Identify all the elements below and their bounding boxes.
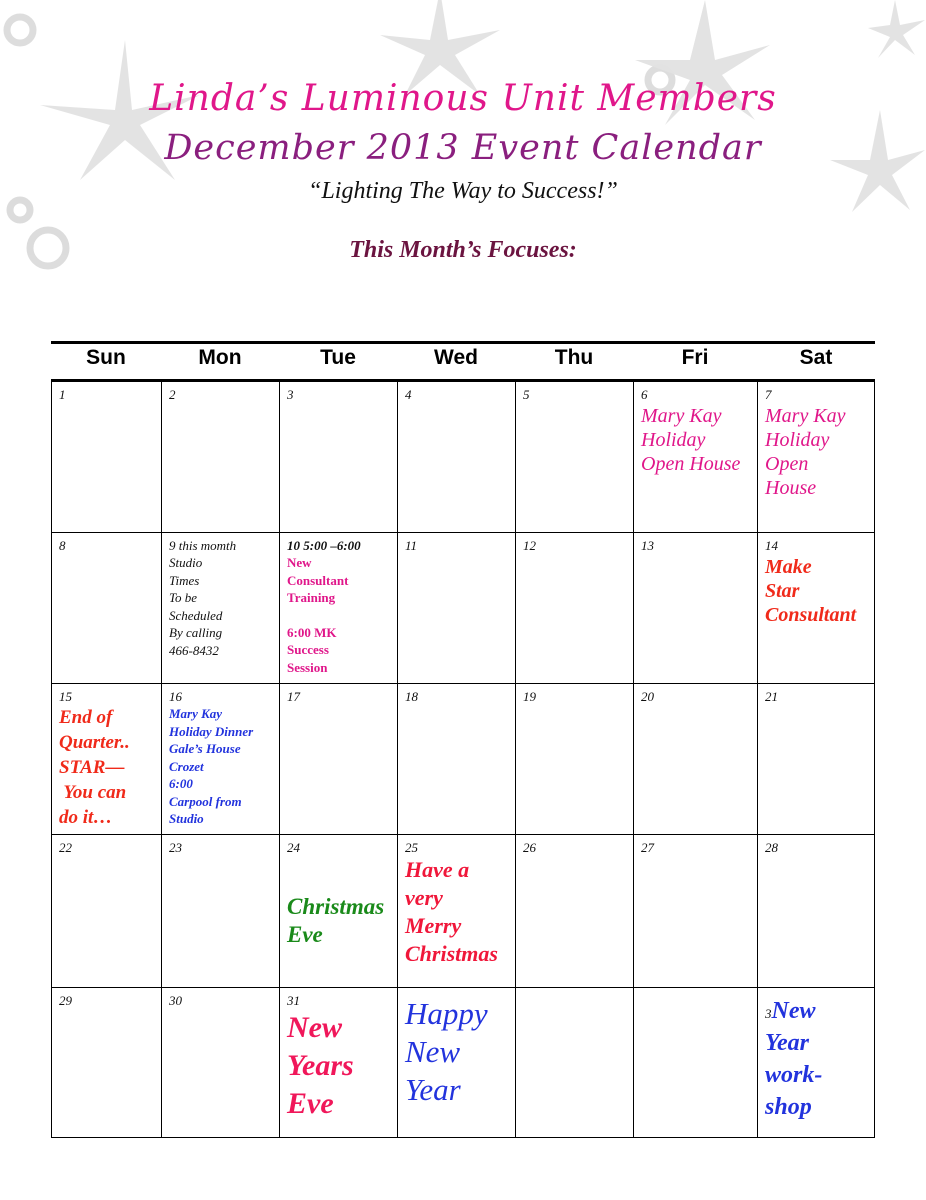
day-number: 28 xyxy=(765,840,778,855)
event-line: Training xyxy=(287,590,336,605)
event-line: Gale’s House xyxy=(169,741,241,756)
day-cell-29 xyxy=(51,988,161,1009)
day-cell-5 xyxy=(515,382,633,403)
event-line: Make xyxy=(765,556,812,578)
event-line: Session xyxy=(287,659,328,675)
event-line: Year xyxy=(405,1072,461,1107)
event-line: Success xyxy=(287,642,329,657)
day-cell-13 xyxy=(633,533,757,554)
event-line: Merry xyxy=(405,913,462,938)
day-number: 10 5:00 –6:00 xyxy=(287,538,361,553)
event-line: Holiday xyxy=(765,429,830,451)
day-number: 24 xyxy=(287,840,300,855)
day-number: 25 xyxy=(405,840,418,855)
event-line: Holiday Dinner xyxy=(169,723,254,739)
day-cell-1 xyxy=(51,382,161,403)
day-cell-10 xyxy=(279,533,397,676)
event-line: STAR— xyxy=(59,757,125,778)
day-cell-28 xyxy=(757,835,875,856)
event-line: By calling xyxy=(169,625,223,640)
day-number: 13 xyxy=(641,538,654,553)
event-line: very xyxy=(405,885,443,910)
day-number: 12 xyxy=(523,538,536,553)
event-line: Christmas xyxy=(405,941,498,966)
event-line: New xyxy=(287,555,312,570)
day-cell-jan-2b xyxy=(633,988,757,993)
day-number: 5 xyxy=(523,387,530,402)
event-line: Open xyxy=(765,453,809,475)
motto: “Lighting The Way to Success!” xyxy=(308,178,618,204)
event-line: 6:00 MK xyxy=(287,624,337,640)
day-number: 7 xyxy=(765,387,772,402)
event-line: Holiday xyxy=(641,429,706,451)
day-cell-12 xyxy=(515,533,633,554)
event-line: 6:00 xyxy=(169,776,193,791)
focuses-heading: This Month’s Focuses: xyxy=(349,237,577,263)
event-line: Year xyxy=(765,1030,809,1056)
day-number: 19 xyxy=(523,689,536,704)
event-line: Consultant xyxy=(287,572,349,588)
day-cell-15 xyxy=(51,684,161,830)
day-cell-jan-2 xyxy=(515,988,633,993)
day-cell-11 xyxy=(397,533,515,554)
day-cell-17 xyxy=(279,684,397,705)
day-number: 3 xyxy=(765,1006,772,1021)
event-line: New xyxy=(771,998,816,1024)
event-line: Mary Kay xyxy=(641,405,722,427)
day-number: 11 xyxy=(405,538,418,553)
day-number: 23 xyxy=(169,840,182,855)
day-number: 16 xyxy=(169,689,182,704)
day-cell-8 xyxy=(51,533,161,554)
day-cell-26 xyxy=(515,835,633,856)
day-number: 6 xyxy=(641,387,648,402)
weekday-thu: Thu xyxy=(554,346,594,369)
event-line: House xyxy=(765,477,817,499)
day-cell-16 xyxy=(161,684,279,828)
day-number: 30 xyxy=(169,993,182,1008)
event-line: Open House xyxy=(641,453,741,475)
event-line: Eve xyxy=(287,1087,334,1120)
event-line: Studio xyxy=(169,811,204,826)
day-cell-jan-1 xyxy=(397,988,515,1109)
event-line: Star xyxy=(765,580,800,602)
event-line: You can xyxy=(59,782,127,803)
event-line: End of xyxy=(59,707,113,728)
event-line: Have a xyxy=(405,857,470,882)
day-cell-2 xyxy=(161,382,279,403)
weekday-fri: Fri xyxy=(681,346,709,369)
day-cell-23 xyxy=(161,835,279,856)
event-line: Carpool from xyxy=(169,793,242,809)
weekday-mon: Mon xyxy=(198,346,242,369)
day-cell-3 xyxy=(279,382,397,403)
day-cell-27 xyxy=(633,835,757,856)
day-cell-22 xyxy=(51,835,161,856)
event-line: do it… xyxy=(59,807,113,828)
day-cell-jan-3 xyxy=(757,988,875,1123)
day-number: 1 xyxy=(59,387,66,402)
day-number: 20 xyxy=(641,689,654,704)
calendar-title: December 2013 Event Calendar xyxy=(164,128,762,168)
event-line: Crozet xyxy=(169,758,204,774)
event-line: To be xyxy=(169,590,198,605)
event-line: Mary Kay xyxy=(765,405,846,427)
day-number: 27 xyxy=(641,840,654,855)
day-number: 18 xyxy=(405,689,418,704)
day-number: 14 xyxy=(765,538,778,553)
weekday-sat: Sat xyxy=(799,346,833,369)
event-line: New xyxy=(405,1034,461,1069)
event-line: Years xyxy=(287,1049,354,1082)
day-cell-6 xyxy=(633,382,757,476)
day-cell-14 xyxy=(757,533,875,627)
day-number: 4 xyxy=(405,387,412,402)
day-cell-18 xyxy=(397,684,515,705)
event-line: Happy xyxy=(405,996,488,1031)
page-title: Linda’s Luminous Unit Members xyxy=(149,78,777,119)
event-line: Scheduled xyxy=(169,607,223,623)
day-number: 15 xyxy=(59,689,72,704)
day-cell-21 xyxy=(757,684,875,705)
event-line: 466-8432 xyxy=(169,642,219,658)
day-number: 9 this momth xyxy=(169,538,237,553)
event-line: Studio xyxy=(169,555,203,570)
event-line: Eve xyxy=(287,922,323,947)
event-line: Times xyxy=(169,572,200,588)
event-line: Consultant xyxy=(765,604,857,626)
day-number: 3 xyxy=(287,387,294,402)
day-cell-24 xyxy=(279,835,397,949)
calendar-top-rule xyxy=(51,341,875,344)
day-cell-31 xyxy=(279,988,397,1123)
event-line: shop xyxy=(765,1094,812,1120)
day-cell-20 xyxy=(633,684,757,705)
day-number: 22 xyxy=(59,840,72,855)
day-cell-4 xyxy=(397,382,515,403)
weekday-tue: Tue xyxy=(320,346,356,369)
event-line: Christmas xyxy=(287,894,385,919)
day-number: 8 xyxy=(59,538,66,553)
day-cell-9 xyxy=(161,533,279,659)
weekday-sun: Sun xyxy=(86,346,126,369)
day-number: 21 xyxy=(765,689,778,704)
day-number: 29 xyxy=(59,993,72,1008)
day-cell-25 xyxy=(397,835,515,968)
day-number: 31 xyxy=(287,993,300,1008)
event-line: New xyxy=(287,1011,342,1044)
day-number: 2 xyxy=(169,387,176,402)
day-number: 17 xyxy=(287,689,300,704)
weekday-wed: Wed xyxy=(434,346,478,369)
day-cell-30 xyxy=(161,988,279,1009)
day-number: 26 xyxy=(523,840,536,855)
event-line: Quarter.. xyxy=(59,732,130,753)
day-cell-19 xyxy=(515,684,633,705)
event-line: work- xyxy=(765,1062,823,1088)
event-line: Mary Kay xyxy=(169,706,223,721)
day-cell-7 xyxy=(757,382,875,500)
